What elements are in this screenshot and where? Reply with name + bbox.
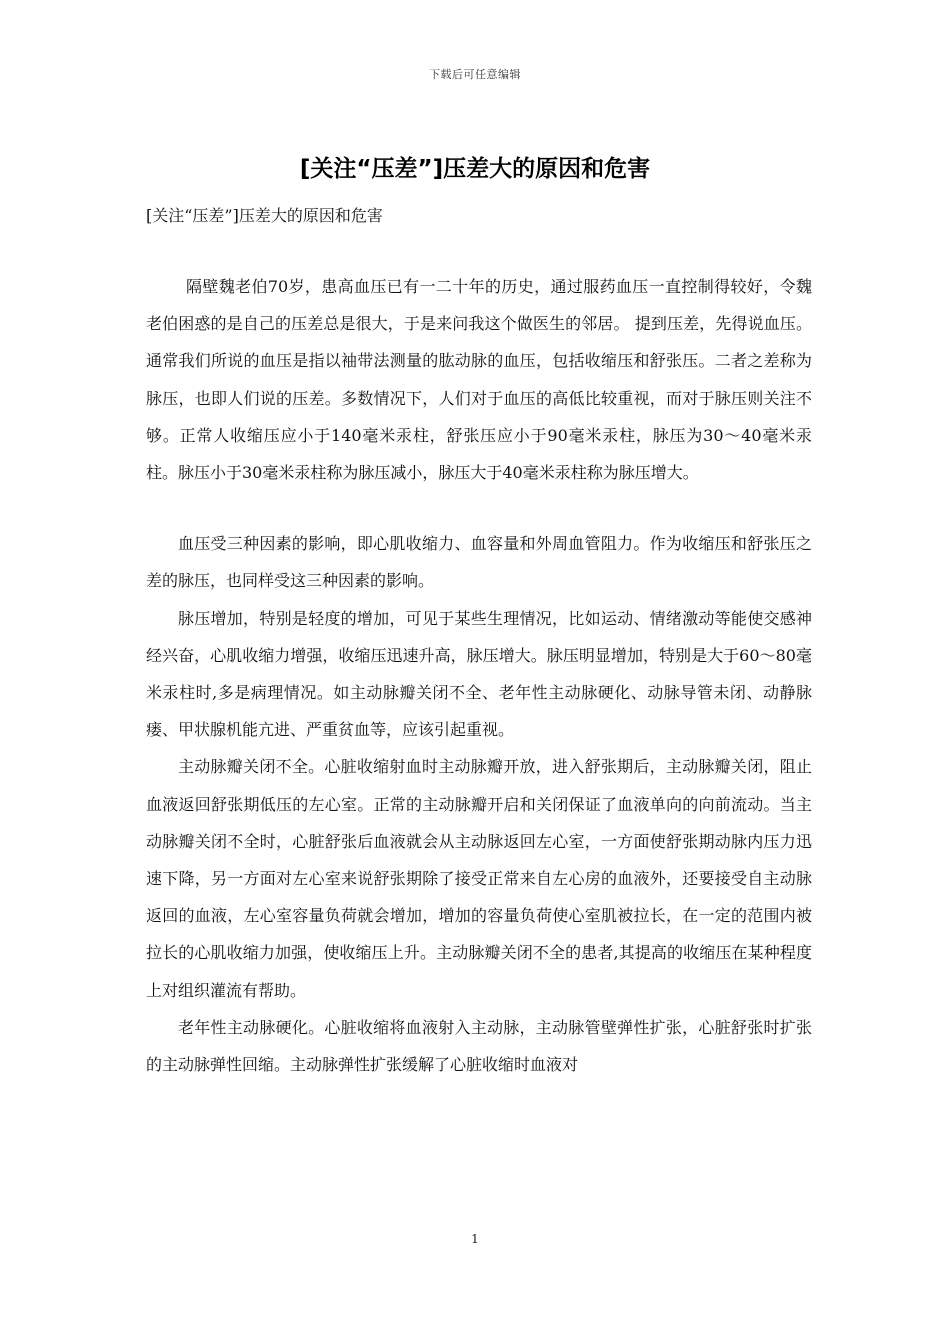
page-header: 下载后可任意编辑 [429,68,521,81]
paragraph: 老年性主动脉硬化。心脏收缩将血液射入主动脉，主动脉管壁弹性扩张，心脏舒张时扩张的主动脉弹性回缩。主动脉弹性扩张缓解了心脏收缩时血液对 [146,1017,812,1075]
document-body [146,268,812,1083]
paragraph: 脉压增加，特别是轻度的增加，可见于某些生理情况，比如运动、情绪激动等能使交感神经兴奋，心肌收缩力增强，收缩压迅速升高，脉压增大。脉压明显增加，特别是大于60～80毫米汞柱时,多是病理情况。如主动脉瓣关闭不全、老年性主动脉硬化、动脉导管未闭、动静脉瘘、甲状腺机能亢进、严重贫血等，应该引起重视。 [146,608,812,740]
paragraph-gap [146,491,812,525]
paragraph: 血压受三种因素的影响，即心肌收缩力、血容量和外周血管阻力。作为收缩压和舒张压之差的脉压，也同样受这三种因素的影响。 [146,534,812,591]
paragraph: 隔壁魏老伯70岁，患高血压已有一二十年的历史，通过服药血压一直控制得较好，令魏老伯困惑的是自己的压差总是很大，于是来问我这个做医生的邻居。 提到压差，先得说血压。通常我们所说的血压是指以袖带法测量的肱动脉的血压，包括收缩压和舒张压。二者之差称为脉压，也即人们说的压差。多数情况下，人们对于血压的高低比较重视，而对于脉压则关注不够。正常人收缩压应小于140毫米汞柱，舒张压应小于90毫米汞柱，脉压为30～40毫米汞柱。脉压小于30毫米汞柱称为脉压减小，脉压大于40毫米汞柱称为脉压增大。 [146,277,812,483]
document-title: [关注“压差”]压差大的原因和危害 [299,156,651,182]
document-subtitle: [关注“压差”]压差大的原因和危害 [146,206,383,225]
page-number: 1 [471,1232,479,1246]
paragraph: 主动脉瓣关闭不全。心脏收缩射血时主动脉瓣开放，进入舒张期后，主动脉瓣关闭，阻止血液返回舒张期低压的左心室。正常的主动脉瓣开启和关闭保证了血液单向的向前流动。当主动脉瓣关闭不全时，心脏舒张后血液就会从主动脉返回左心室，一方面使舒张期动脉内压力迅速下降，另一方面对左心室来说舒张期除了接受正常来自左心房的血液外，还要接受自主动脉返回的血液，左心室容量负荷就会增加，增加的容量负荷使心室肌被拉长，在一定的范围内被拉长的心肌收缩力加强，使收缩压上升。主动脉瓣关闭不全的患者,其提高的收缩压在某种程度上对组织灌流有帮助。 [146,757,812,1000]
